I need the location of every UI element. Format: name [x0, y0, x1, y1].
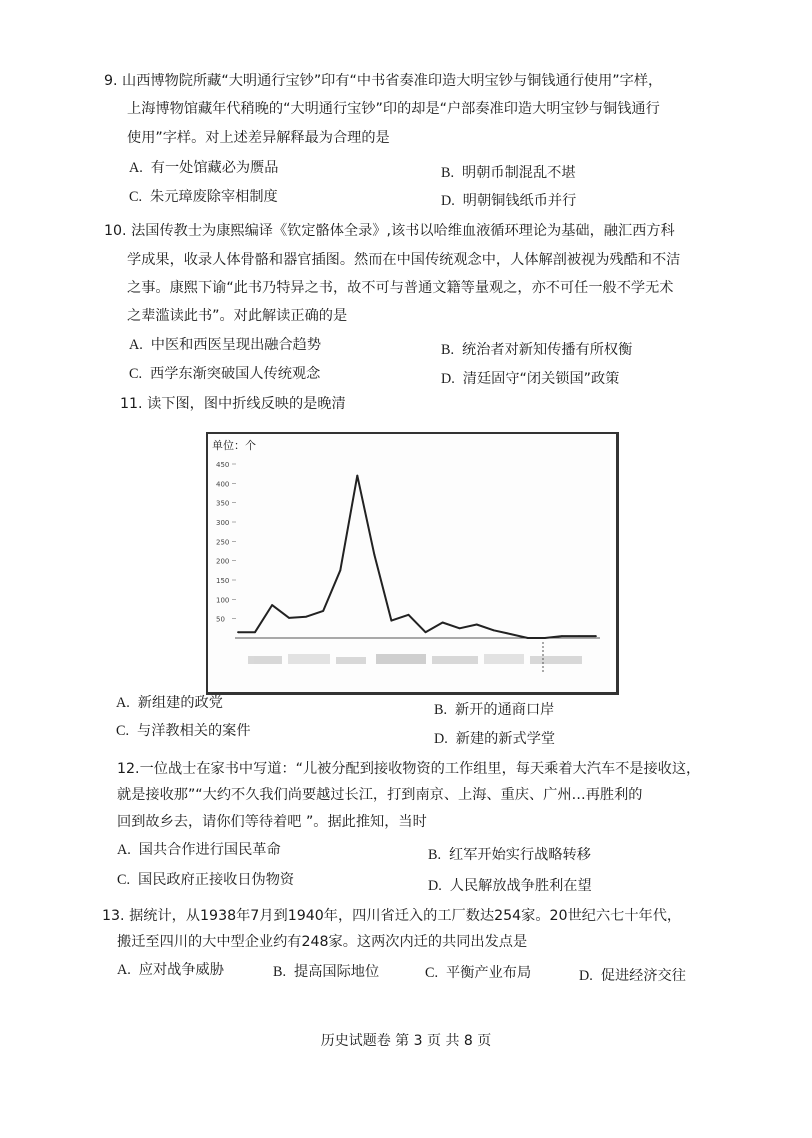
- data-point: [442, 622, 444, 624]
- data-point: [356, 475, 358, 477]
- q13-option-b[interactable]: B. 提高国际地位: [273, 964, 380, 980]
- data-point: [561, 635, 563, 637]
- q9-line-3: 使用”字样。对上述差异解释最为合理的是: [127, 130, 390, 146]
- chart-unit-label: 单位：个: [212, 439, 256, 452]
- y-tick-label: 200: [216, 557, 230, 566]
- data-point: [288, 617, 290, 619]
- chart-frame: [206, 432, 619, 695]
- q12-option-b[interactable]: B. 红军开始实行战略转移: [428, 847, 591, 863]
- q9-option-b[interactable]: B. 明朝币制混乱不堪: [441, 165, 576, 181]
- q9-line-2: 上海博物馆藏年代稍晚的“大明通行宝钞”印的却是“户部奏准印造大明宝钞与铜钱通行: [127, 101, 660, 117]
- q9-option-c[interactable]: C. 朱元璋废除宰相制度: [129, 189, 278, 205]
- data-point: [408, 614, 410, 616]
- q9-option-d[interactable]: D. 明朝铜钱纸币并行: [441, 193, 577, 209]
- data-point: [391, 620, 393, 622]
- q12-line-2: 就是接收那”“大约不久我们尚要越过长江，打到南京、上海、重庆、广州…再胜利的: [117, 787, 643, 803]
- q10-line-3: 之事。康熙下谕“此书乃特异之书，故不可与普通文籍等量观之，亦不可任一般不学无术: [127, 280, 674, 296]
- q10-line-1: 10. 法国传教士为康熙编译《钦定骼体全录》,该书以哈维血液循环理论为基础，融汇西方科: [104, 223, 675, 239]
- q11-option-a[interactable]: A. 新组建的政党: [116, 695, 223, 711]
- q12-option-a[interactable]: A. 国共合作进行国民革命: [117, 842, 281, 858]
- q9-line-1: 9. 山西博物院所藏“大明通行宝钞”印有“中书省奏准印造大明宝钞与铜钱通行使用”字样，: [104, 73, 663, 89]
- data-point: [374, 554, 376, 556]
- q13-option-d[interactable]: D. 促进经济交往: [579, 968, 686, 984]
- q10-option-c[interactable]: C. 西学东渐突破国人传统观念: [129, 366, 321, 382]
- q12-option-d[interactable]: D. 人民解放战争胜利在望: [428, 878, 592, 894]
- q13-line-1: 13. 据统计，从1938年7月到1940年，四川省迁入的工厂数达254家。20世纪六七十年代，: [102, 908, 682, 924]
- q12-option-c[interactable]: C. 国民政府正接收日伪物资: [117, 872, 295, 888]
- y-tick-label: 100: [216, 596, 230, 605]
- data-point: [459, 627, 461, 629]
- q10-option-a[interactable]: A. 中医和西医呈现出融合趋势: [129, 337, 322, 353]
- data-point: [578, 635, 580, 637]
- y-tick-label: 450: [216, 461, 230, 469]
- q13-option-c[interactable]: C. 平衡产业布局: [425, 965, 532, 981]
- data-point: [544, 637, 546, 639]
- y-tick-label: 50: [216, 615, 225, 624]
- y-tick-label: 350: [216, 499, 230, 508]
- data-point: [271, 604, 273, 606]
- data-point: [425, 631, 427, 633]
- line-chart: [208, 434, 616, 692]
- q9-option-a[interactable]: A. 有一处馆藏必为赝品: [129, 160, 279, 176]
- q11-option-d[interactable]: D. 新建的新式学堂: [434, 731, 556, 747]
- data-point: [527, 637, 529, 639]
- y-tick-label: 250: [216, 538, 230, 547]
- data-point: [493, 629, 495, 631]
- data-point: [510, 633, 512, 635]
- q11-option-c[interactable]: C. 与洋教相关的案件: [116, 723, 251, 739]
- q11-line-1: 11. 读下图，图中折线反映的是晚清: [120, 396, 346, 412]
- blurred-x-axis-labels: [248, 654, 582, 664]
- data-point: [476, 624, 478, 626]
- data-point: [595, 635, 597, 637]
- q13-option-a[interactable]: A. 应对战争威胁: [117, 962, 224, 978]
- data-point: [305, 616, 307, 618]
- q12-line-1: 12.一位战士在家书中写道：“儿被分配到接收物资的工作组里，每天乘着大汽车不是接收这，: [117, 761, 701, 777]
- q10-option-b[interactable]: B. 统治者对新知传播有所权衡: [441, 342, 633, 358]
- data-point: [237, 631, 239, 633]
- data-point: [339, 569, 341, 571]
- q10-option-d[interactable]: D. 清廷固守“闭关锁国”政策: [441, 371, 620, 387]
- series-line: [238, 476, 596, 638]
- y-tick-label: 300: [216, 519, 230, 527]
- q12-line-3: 回到故乡去，请你们等待着吧 ”。据此推知，当时: [117, 814, 427, 830]
- y-tick-label: 400: [216, 480, 230, 489]
- data-point: [254, 631, 256, 633]
- q13-line-2: 搬迁至四川的大中型企业约有248家。这两次内迁的共同出发点是: [117, 934, 528, 950]
- y-tick-label: 150: [216, 577, 230, 585]
- data-point: [322, 610, 324, 612]
- q11-option-b[interactable]: B. 新开的通商口岸: [434, 702, 555, 718]
- page-footer: 历史试题卷 第 3 页 共 8 页: [320, 1033, 492, 1049]
- q10-line-4: 之辈滥读此书”。对此解读正确的是: [127, 308, 348, 324]
- q10-line-2: 学成果，收录人体骨骼和器官插图。然而在中国传统观念中，人体解剖被视为残酷和不洁: [127, 252, 681, 268]
